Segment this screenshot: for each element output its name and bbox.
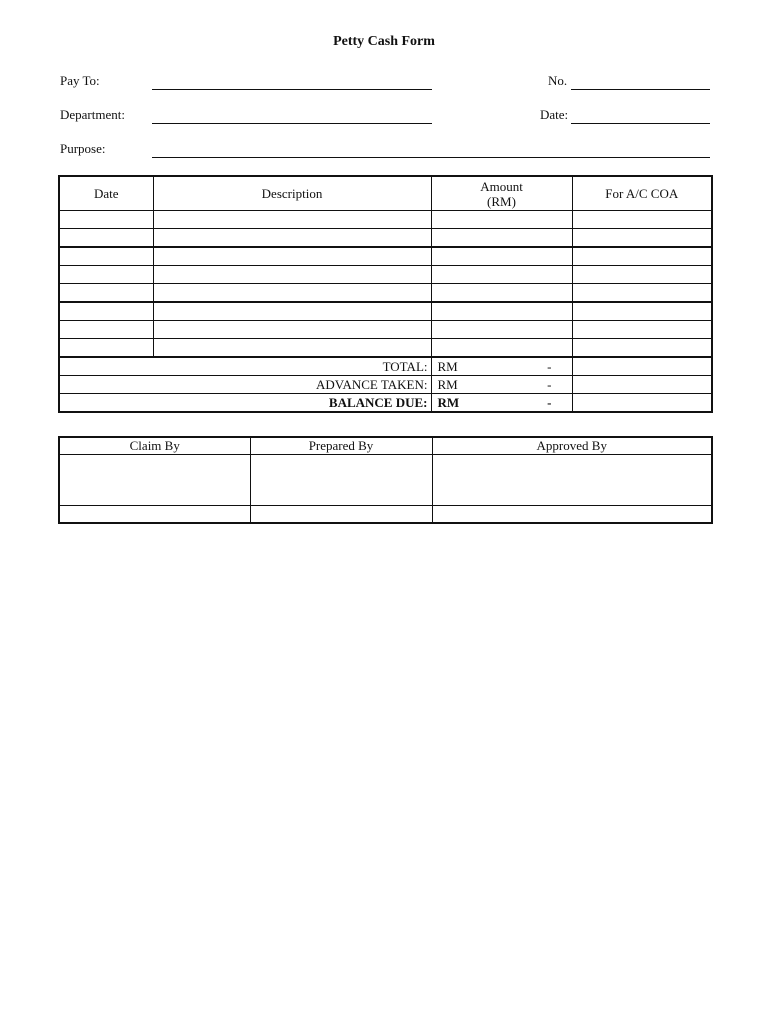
cell-date[interactable] (59, 284, 153, 303)
cell-description[interactable] (153, 266, 431, 284)
balance-row (59, 394, 712, 413)
advance-row (59, 376, 712, 394)
total-label: TOTAL: (59, 357, 431, 376)
claim-by-name[interactable] (59, 506, 250, 524)
header-amount (431, 176, 572, 211)
prepared-by-signature[interactable] (250, 455, 432, 506)
cell-date[interactable] (59, 266, 153, 284)
prepared-by-name[interactable] (250, 506, 432, 524)
advance-account-cell[interactable] (572, 376, 712, 394)
cell-account[interactable] (572, 339, 712, 358)
balance-label: BALANCE DUE: (59, 394, 431, 413)
cell-amount[interactable] (431, 339, 572, 358)
cell-date[interactable] (59, 247, 153, 266)
cell-account[interactable] (572, 266, 712, 284)
balance-amount (431, 394, 572, 413)
table-row (59, 247, 712, 266)
date-field[interactable] (571, 123, 710, 124)
form-title: Petty Cash Form (333, 34, 435, 49)
total-account-cell[interactable] (572, 357, 712, 376)
no-label: No. (548, 73, 568, 88)
advance-currency: RM (437, 377, 458, 392)
table-header-row (59, 176, 712, 211)
table-row (59, 302, 712, 321)
purpose-label: Purpose: (60, 141, 106, 156)
total-currency: RM (437, 359, 458, 374)
cell-amount[interactable] (431, 229, 572, 248)
header-amount-line1: Amount (480, 178, 523, 194)
advance-value: - (547, 377, 552, 392)
purpose-field[interactable] (152, 157, 710, 158)
balance-currency: RM (437, 395, 460, 410)
header-account: For A/C COA (572, 176, 712, 211)
advance-amount (431, 376, 572, 394)
prepared-by-header: Prepared By (250, 437, 432, 455)
cell-description[interactable] (153, 284, 431, 303)
balance-account-cell[interactable] (572, 394, 712, 413)
cell-date[interactable] (59, 302, 153, 321)
table-row (59, 211, 712, 229)
header-description: Description (153, 176, 431, 211)
cell-amount[interactable] (431, 247, 572, 266)
cell-amount[interactable] (431, 302, 572, 321)
cell-description[interactable] (153, 302, 431, 321)
cell-date[interactable] (59, 321, 153, 339)
date-label: Date: (540, 107, 569, 122)
no-field[interactable] (571, 89, 710, 90)
cell-description[interactable] (153, 321, 431, 339)
approved-by-signature[interactable] (432, 455, 712, 506)
pay-to-field[interactable] (152, 89, 432, 90)
table-row (59, 339, 712, 358)
cell-description[interactable] (153, 247, 431, 266)
approved-by-header: Approved By (432, 437, 712, 455)
cell-account[interactable] (572, 211, 712, 229)
table-row (59, 321, 712, 339)
cell-description[interactable] (153, 211, 431, 229)
signature-header-row (59, 437, 712, 455)
claim-by-header: Claim By (59, 437, 250, 455)
pay-to-label: Pay To: (60, 73, 100, 88)
table-row (59, 284, 712, 303)
table-row (59, 229, 712, 248)
approved-by-name[interactable] (432, 506, 712, 524)
total-amount (431, 357, 572, 376)
total-value: - (547, 359, 552, 374)
cell-amount[interactable] (431, 211, 572, 229)
cell-account[interactable] (572, 247, 712, 266)
cell-account[interactable] (572, 284, 712, 303)
cell-description[interactable] (153, 229, 431, 248)
signature-table (58, 436, 713, 524)
expense-table (58, 175, 713, 413)
advance-label: ADVANCE TAKEN: (59, 376, 431, 394)
header-amount-line2: (RM) (487, 193, 516, 209)
header-date: Date (59, 176, 153, 211)
claim-by-signature[interactable] (59, 455, 250, 506)
cell-amount[interactable] (431, 321, 572, 339)
signature-name-row (59, 506, 712, 524)
table-row (59, 266, 712, 284)
cell-account[interactable] (572, 229, 712, 248)
cell-date[interactable] (59, 339, 153, 358)
signature-space-row (59, 455, 712, 506)
cell-amount[interactable] (431, 266, 572, 284)
balance-value: - (547, 395, 552, 410)
cell-date[interactable] (59, 211, 153, 229)
cell-account[interactable] (572, 302, 712, 321)
department-field[interactable] (152, 123, 432, 124)
department-label: Department: (60, 107, 125, 122)
cell-description[interactable] (153, 339, 431, 358)
cell-amount[interactable] (431, 284, 572, 303)
total-row (59, 357, 712, 376)
cell-account[interactable] (572, 321, 712, 339)
cell-date[interactable] (59, 229, 153, 248)
